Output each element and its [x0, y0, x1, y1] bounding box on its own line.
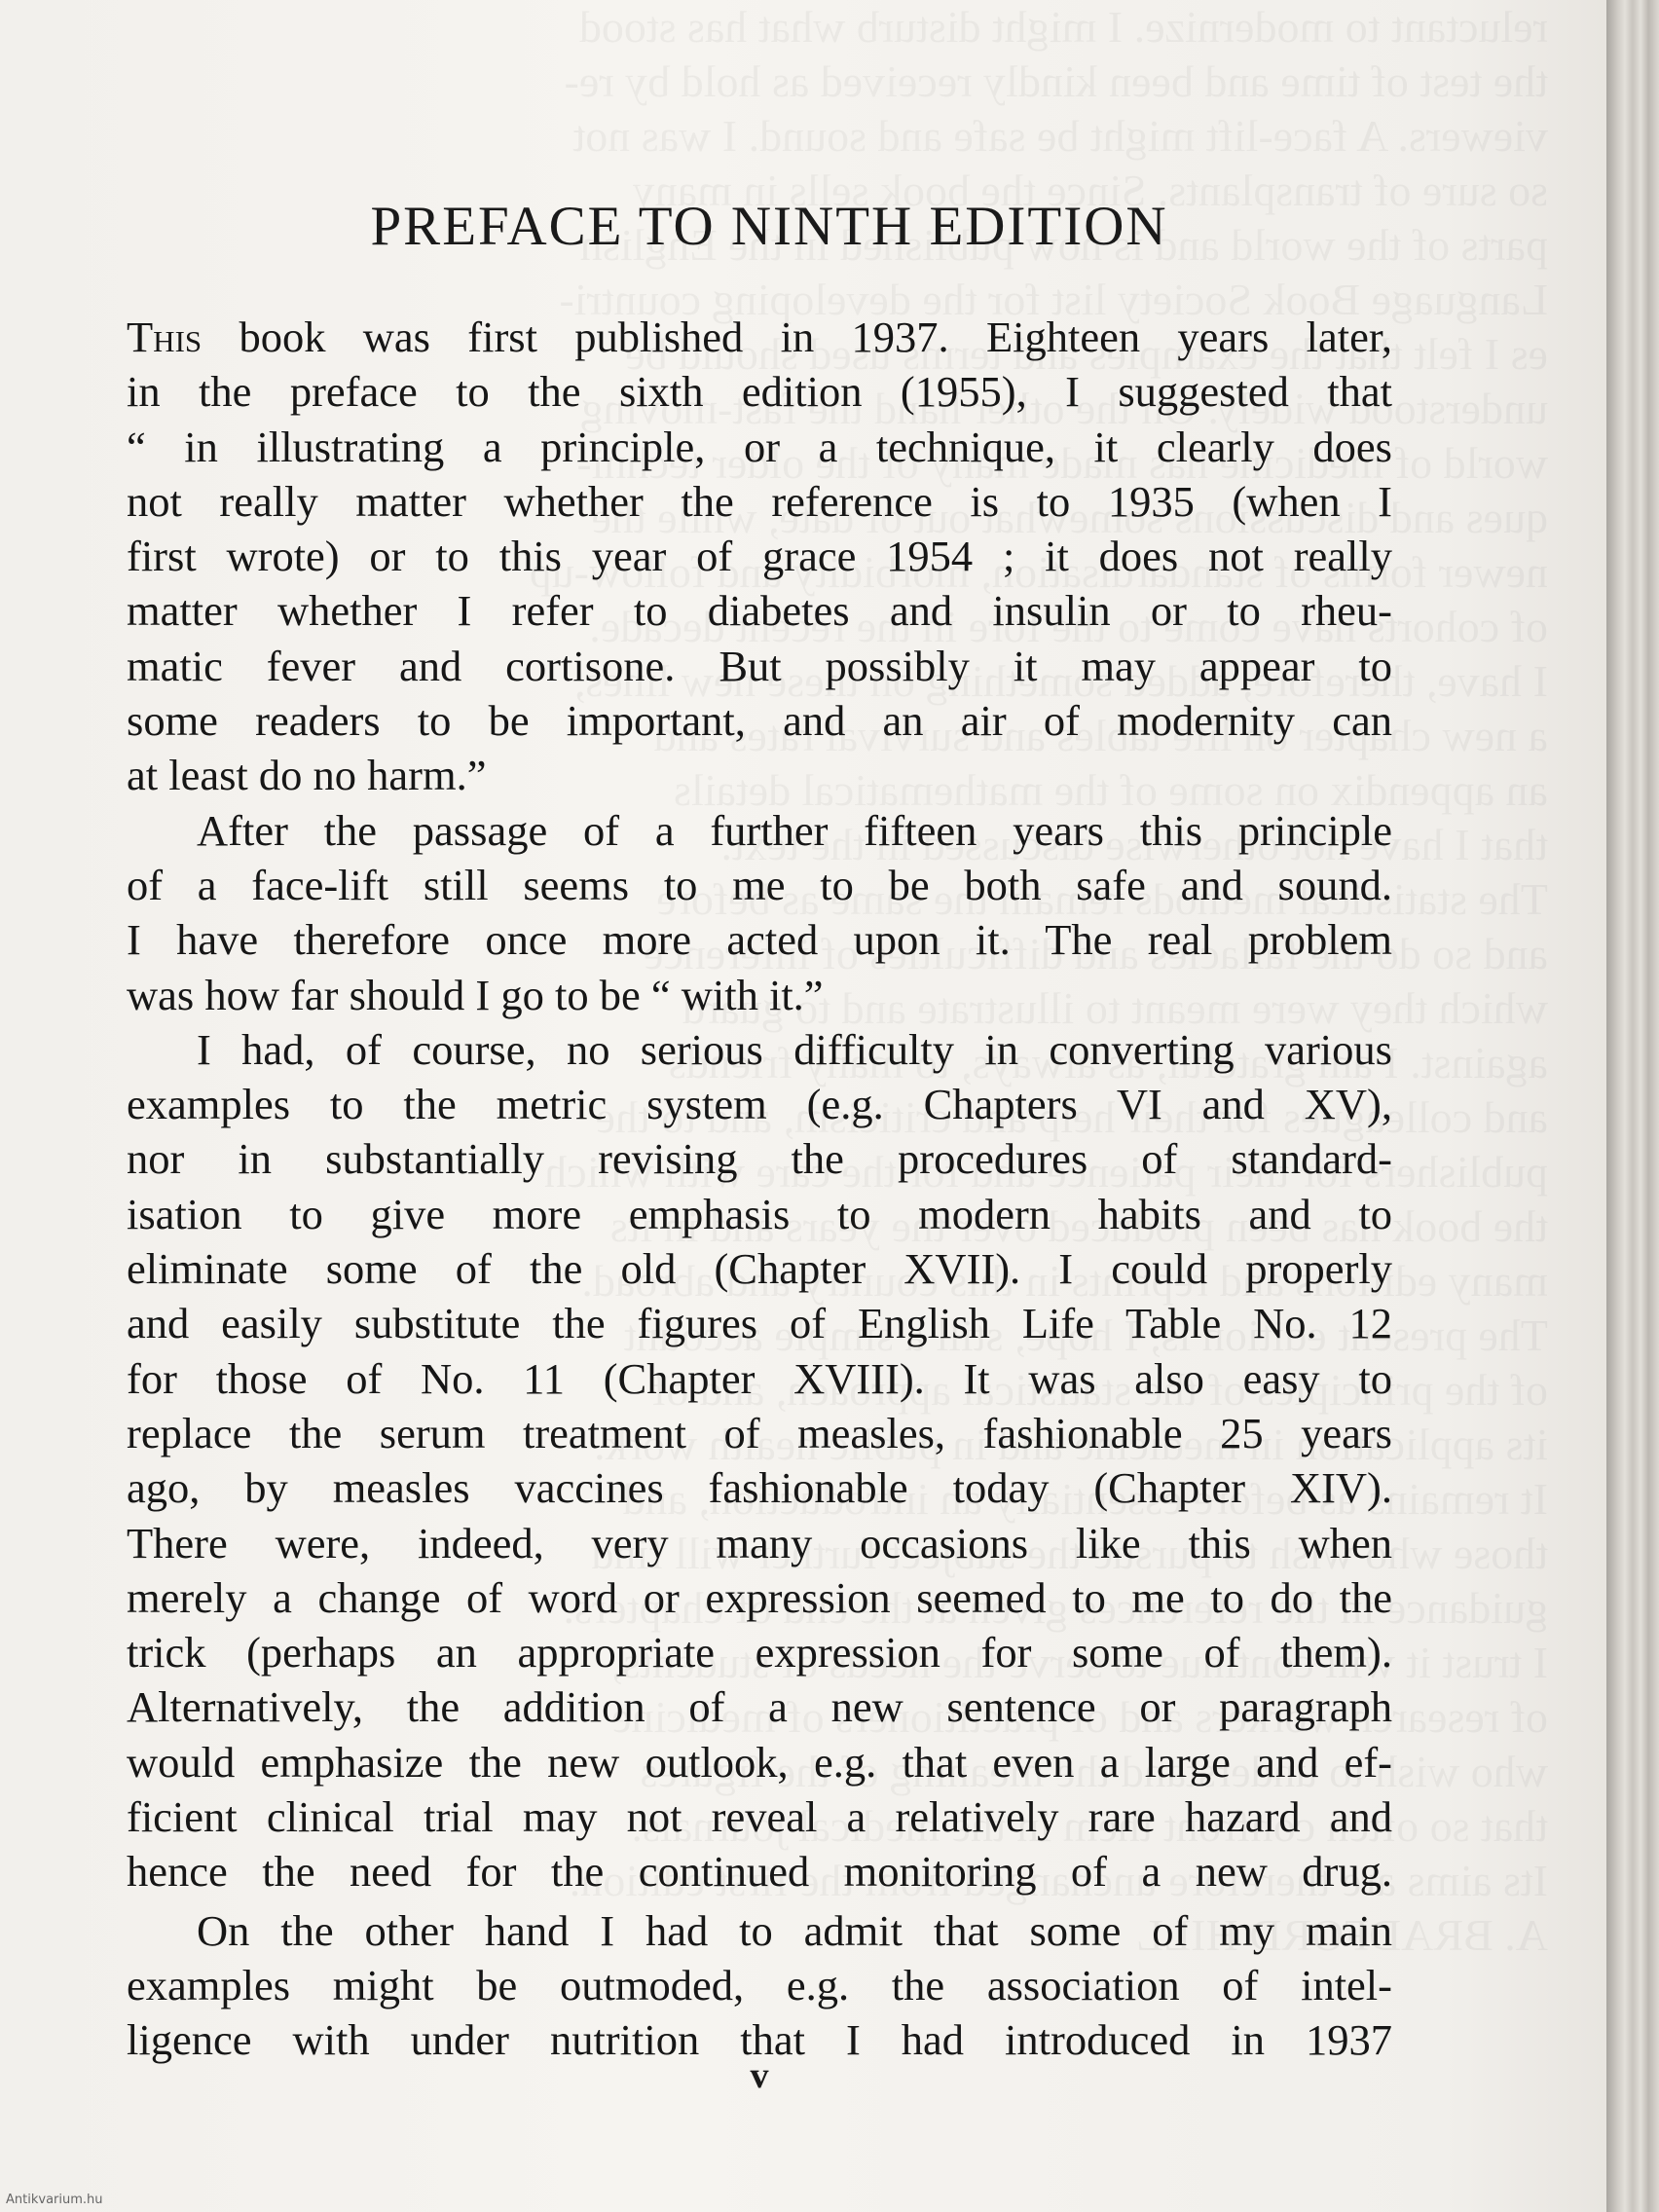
text-line: ligence with under nutrition that I had introduced in 1937 [127, 2015, 1392, 2065]
text-line: trick (perhaps an appropriate expression for some of them). [127, 1628, 1392, 1677]
text-line: “ in illustrating a principle, or a technique, it clearly does [127, 422, 1392, 471]
lead-word: This [127, 313, 203, 361]
page-stack-edge [1606, 0, 1659, 2212]
text-line: On the other hand I had to admit that some of my main [197, 1905, 1392, 1955]
text-line: ago, by measles vaccines fashionable today (Chapter XIV). [127, 1463, 1392, 1513]
page-title: PREFACE TO NINTH EDITION [370, 196, 1168, 257]
text-line: I have therefore once more acted upon it. The real problem [127, 915, 1392, 965]
text-line: and easily substitute the figures of English Life Table No. 12 [127, 1299, 1392, 1348]
text-line: This book was first published in 1937. Eighteen years later, [127, 313, 1392, 361]
text-line: replace the serum treatment of measles, fashionable 25 years [127, 1408, 1392, 1457]
text-line: matic fever and cortisone. But possibly it may appear to [127, 641, 1392, 690]
paragraph-2 [127, 803, 1392, 1022]
text-line: examples might be outmoded, e.g. the association of intel- [127, 1960, 1392, 2009]
text-line: first wrote) or to this year of grace 1954 ; it does not really [127, 532, 1392, 581]
text-line: Alternatively, the addition of a new sentence or paragraph [127, 1682, 1392, 1732]
paragraph-3 [127, 1022, 1392, 1899]
page-number: v [750, 2055, 769, 2096]
text-line: After the passage of a further fifteen years this principle [197, 805, 1392, 855]
paragraph-4 [127, 1903, 1392, 2068]
text-line: isation to give more emphasis to modern habits and to [127, 1189, 1392, 1238]
text-line: would emphasize the new outlook, e.g. that even a large and ef- [127, 1737, 1392, 1787]
text-line: at least do no harm.” [127, 751, 487, 800]
text-line: I had, of course, no serious difficulty in converting various [197, 1024, 1392, 1074]
text-line: eliminate some of the old (Chapter XVII). I could properly [127, 1244, 1392, 1294]
text-line: some readers to be important, and an air of modernity can [127, 696, 1392, 746]
text-line: hence the need for the continued monitoring of a new drug. [127, 1847, 1392, 1897]
text-line: in the preface to the sixth edition (1955), I suggested that [127, 367, 1392, 417]
text-line: not really matter whether the reference is to 1935 (when I [127, 476, 1392, 526]
text-line: merely a change of word or expression seemed to me to do the [127, 1572, 1392, 1622]
text-line: There were, indeed, very many occasions like this when [127, 1518, 1392, 1567]
preface-body [127, 310, 1392, 2068]
text-line: for those of No. 11 (Chapter XVIII). It was also easy to [127, 1353, 1392, 1403]
text-line: examples to the metric system (e.g. Chapters VI and XV), [127, 1080, 1392, 1129]
watermark: Antikvarium.hu [6, 2193, 103, 2207]
text-line: matter whether I refer to diabetes and insulin or to rheu- [127, 586, 1392, 636]
text-line: ficient clinical trial may not reveal a relatively rare hazard and [127, 1792, 1392, 1842]
text-line: nor in substantially revising the procedures of standard- [127, 1134, 1392, 1184]
text-line: of a face-lift still seems to me to be both safe and sound. [127, 860, 1392, 909]
text-line: was how far should I go to be “ with it.” [127, 970, 824, 1019]
paragraph-1 [127, 310, 1392, 803]
